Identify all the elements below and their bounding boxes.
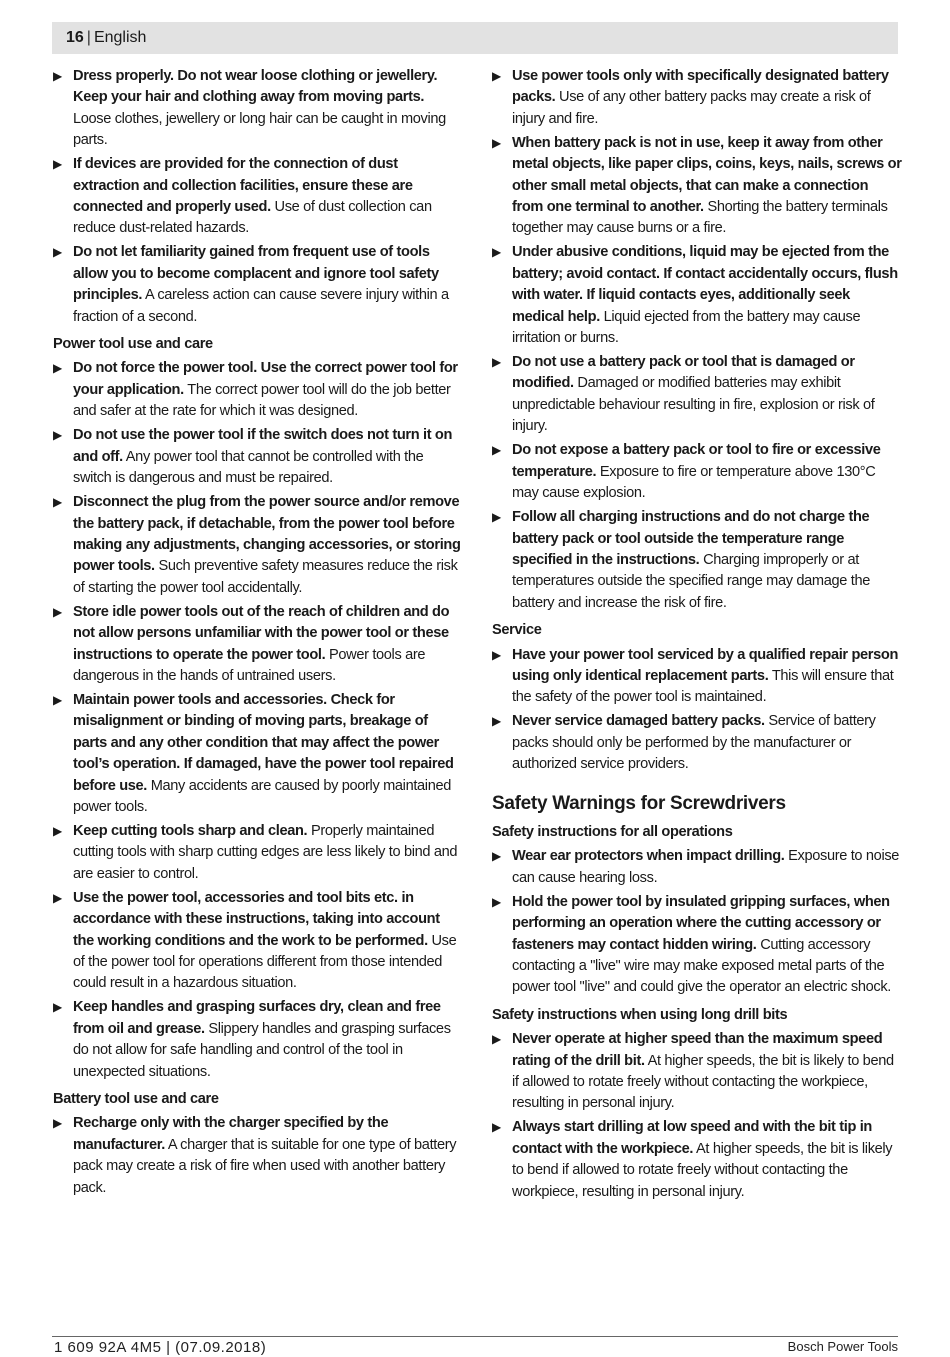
warning-explanation: Many accidents are caused by poorly maintained power tools. [73,777,451,815]
warning-explanation: Use of dust collection can reduce dust-related hazards. [73,199,432,237]
warning-explanation: Shorting the battery terminals together may cause burns or a fire. [512,199,888,237]
safety-item [53,888,463,995]
safety-item [53,425,463,489]
warning-bold-text: Never operate at higher speed than the maximum speed rating of the drill bit. [512,1031,883,1069]
bullet-arrow-icon: ▶ [53,69,62,83]
warning-bold-text: Do not let familiarity gained from frequent use of tools allow you to become complacent and ignore tool safety principles. [73,244,439,304]
bullet-arrow-icon: ▶ [492,1032,501,1047]
footer-divider [52,1336,898,1337]
footer-doc-id: 1 609 92A 4M5 | (07.09.2018) [54,1339,267,1356]
warning-bold-text: When battery pack is not in use, keep it away from other metal objects, like paper clips, coins, keys, nails, screws or other small metal objects, that can make a connection from one terminal to another. [512,134,902,216]
warning-explanation: Cutting accessory contacting a "live" wire may make exposed metal parts of the power tool "live" and could give the operator an electric shock. [512,936,891,996]
subsection-heading: Safety instructions when using long drill bits [492,1006,788,1023]
safety-item [492,133,902,240]
bullet-arrow-icon: ▶ [53,823,62,838]
safety-item [53,492,463,599]
safety-item [53,690,463,818]
safety-item [53,66,463,152]
warning-explanation: This will ensure that the safety of the power tool is maintained. [512,667,894,706]
warning-bold-text: Store idle power tools out of the reach of children and do not allow persons unfamiliar with the power tool or these instructions to operate the power tool. [73,603,450,663]
bullet-arrow-icon: ▶ [53,245,62,260]
warning-bold-text: Have your power tool serviced by a qualified repair person using only identical replacement parts. [512,646,899,684]
bullet-arrow-icon: ▶ [492,894,501,909]
warning-explanation: Exposure to fire or temperature above 130°C may cause explosion. [512,463,876,502]
warning-explanation: Damaged or modified batteries may exhibit unpredictable behaviour resulting in fire, explosion or risk of injury. [512,375,875,435]
page-header [52,22,898,54]
warning-bold-text: Use the power tool, accessories and tool bits etc. in accordance with these instructions, taking into account the working conditions and the work to be performed. [73,889,440,949]
warning-explanation: Liquid ejected from the battery may cause irritation or burns. [512,308,861,347]
warning-explanation: Use of any other battery packs may create a risk of injury and fire. [512,89,871,127]
warning-bold-text: Follow all charging instructions and do not charge the battery pack or tool outside the temperature range specified in the instructions. [512,509,870,568]
warning-explanation: Slippery handles and grasping surfaces do not allow for safe handling and control of the tool in unexpected situations. [73,1020,451,1080]
safety-item [53,602,463,688]
subsection-heading: Safety instructions for all operations [492,823,733,840]
warning-explanation: Loose clothes, jewellery or long hair can be caught in moving parts. [73,110,446,149]
bullet-arrow-icon: ▶ [492,510,501,525]
safety-item [53,154,463,240]
warning-bold-text: Do not expose a battery pack or tool to fire or excessive temperature. [512,442,881,480]
subsection-heading: Battery tool use and care [53,1091,219,1108]
bullet-arrow-icon: ▶ [492,647,501,662]
warning-bold-text: Under abusive conditions, liquid may be ejected from the battery; avoid contact. If contact accidentally occurs, flush with water. If liquid contacts eyes, additionally seek medical help. [512,244,898,325]
safety-item [492,846,902,889]
footer-brand: Bosch Power Tools [787,1339,898,1354]
warning-explanation: Service of battery packs should only be performed by the manufacturer or authorized service providers. [512,713,876,773]
safety-item [492,242,902,349]
warning-explanation: Charging improperly or at temperatures outside the specified range may damage the battery and increase the risk of fire. [512,551,870,611]
warning-explanation: Use of the power tool for operations different from those intended could result in a hazardous situation. [73,932,457,992]
page-number: 16 [66,29,84,46]
right-column [492,66,902,1206]
bullet-arrow-icon: ▶ [492,69,501,83]
warning-bold-text: Wear ear protectors when impact drilling. [512,848,785,865]
warning-bold-text: Recharge only with the charger specified by the manufacturer. [73,1115,389,1153]
bullet-arrow-icon: ▶ [53,692,62,707]
bullet-arrow-icon: ▶ [492,355,501,370]
warning-bold-text: Hold the power tool by insulated gripping surfaces, when performing an operation where the cutting accessory or fasteners may contact hidden wiring. [512,893,890,953]
safety-item [492,892,902,999]
safety-item [53,997,463,1083]
warning-explanation: The correct power tool will do the job better and safer at the rate for which it was designed. [73,381,451,420]
safety-item [492,1029,902,1115]
subsection-heading: Service [492,622,542,639]
safety-item [53,821,463,885]
warning-explanation: A charger that is suitable for one type of battery pack may create a risk of fire when used with another battery pack. [73,1136,457,1196]
warning-explanation: At higher speeds, the bit is likely to bend if allowed to rotate freely without contacting the workpiece, resulting in personal injury. [512,1140,893,1200]
warning-bold-text: Do not use a battery pack or tool that is damaged or modified. [512,354,855,392]
warning-explanation: Any power tool that cannot be controlled with the switch is dangerous and must be repaired. [73,448,424,487]
safety-item [492,440,902,504]
bullet-arrow-icon: ▶ [492,245,501,260]
language-label: English [93,29,147,46]
bullet-arrow-icon: ▶ [53,157,62,172]
warning-bold-text: Keep handles and grasping surfaces dry, clean and free from oil and grease. [73,999,441,1037]
bullet-arrow-icon: ▶ [53,1000,62,1015]
section-heading: Safety Warnings for Screwdrivers [492,792,786,814]
header-separator: | [86,29,91,46]
bullet-arrow-icon: ▶ [492,135,501,150]
warning-bold-text: Do not force the power tool. Use the correct power tool for your application. [73,360,458,398]
safety-item [53,242,463,328]
warning-bold-text: Do not use the power tool if the switch does not turn it on and off. [73,427,453,465]
bullet-arrow-icon: ▶ [53,428,62,443]
safety-item [492,645,902,709]
bullet-arrow-icon: ▶ [492,443,501,458]
warning-bold-text: Never service damaged battery packs. [512,713,765,730]
warning-bold-text: Use power tools only with specifically designated battery packs. [512,68,889,106]
bullet-arrow-icon: ▶ [53,361,62,376]
bullet-arrow-icon: ▶ [492,1120,501,1135]
safety-item [492,711,902,775]
left-column [53,66,463,1202]
bullet-arrow-icon: ▶ [53,495,62,510]
warning-explanation: At higher speeds, the bit is likely to bend if allowed to rotate freely without contacting the workpiece, resulting in personal injury. [512,1052,894,1112]
bullet-arrow-icon: ▶ [492,849,501,864]
bullet-arrow-icon: ▶ [53,1116,62,1131]
safety-item [492,66,902,130]
safety-item [492,1117,902,1203]
subsection-heading: Power tool use and care [53,336,213,353]
bullet-arrow-icon: ▶ [53,604,62,619]
warning-bold-text: Dress properly. Do not wear loose clothing or jewellery. Keep your hair and clothing away from moving parts. [73,68,438,106]
warning-explanation: Such preventive safety measures reduce the risk of starting the power tool accidentally. [73,558,458,596]
safety-item [53,1113,463,1199]
warning-explanation: A careless action can cause severe injury within a fraction of a second. [73,287,449,325]
safety-item [492,507,902,614]
safety-item [53,358,463,422]
warning-bold-text: Disconnect the plug from the power source and/or remove the battery pack, if detachable, from the power tool before making any adjustments, changing accessories, or storing power tools. [73,494,461,575]
warning-explanation: Exposure to noise can cause hearing loss. [512,848,900,886]
bullet-arrow-icon: ▶ [492,714,501,729]
warning-bold-text: If devices are provided for the connection of dust extraction and collection facilities, ensure these are connected and properly used. [73,156,413,216]
warning-explanation: Power tools are dangerous in the hands of untrained users. [73,646,426,684]
warning-bold-text: Keep cutting tools sharp and clean. [73,822,308,839]
safety-item [492,352,902,438]
warning-bold-text: Maintain power tools and accessories. Check for misalignment or binding of moving parts, breakage of parts and any other condition that may affect the power tool’s operation. If damaged, have the power tool repaired before use. [73,691,454,794]
warning-explanation: Properly maintained cutting tools with sharp cutting edges are less likely to bind and are easier to control. [73,822,458,882]
bullet-arrow-icon: ▶ [53,890,62,905]
warning-bold-text: Always start drilling at low speed and with the bit tip in contact with the workpiece. [512,1119,872,1157]
